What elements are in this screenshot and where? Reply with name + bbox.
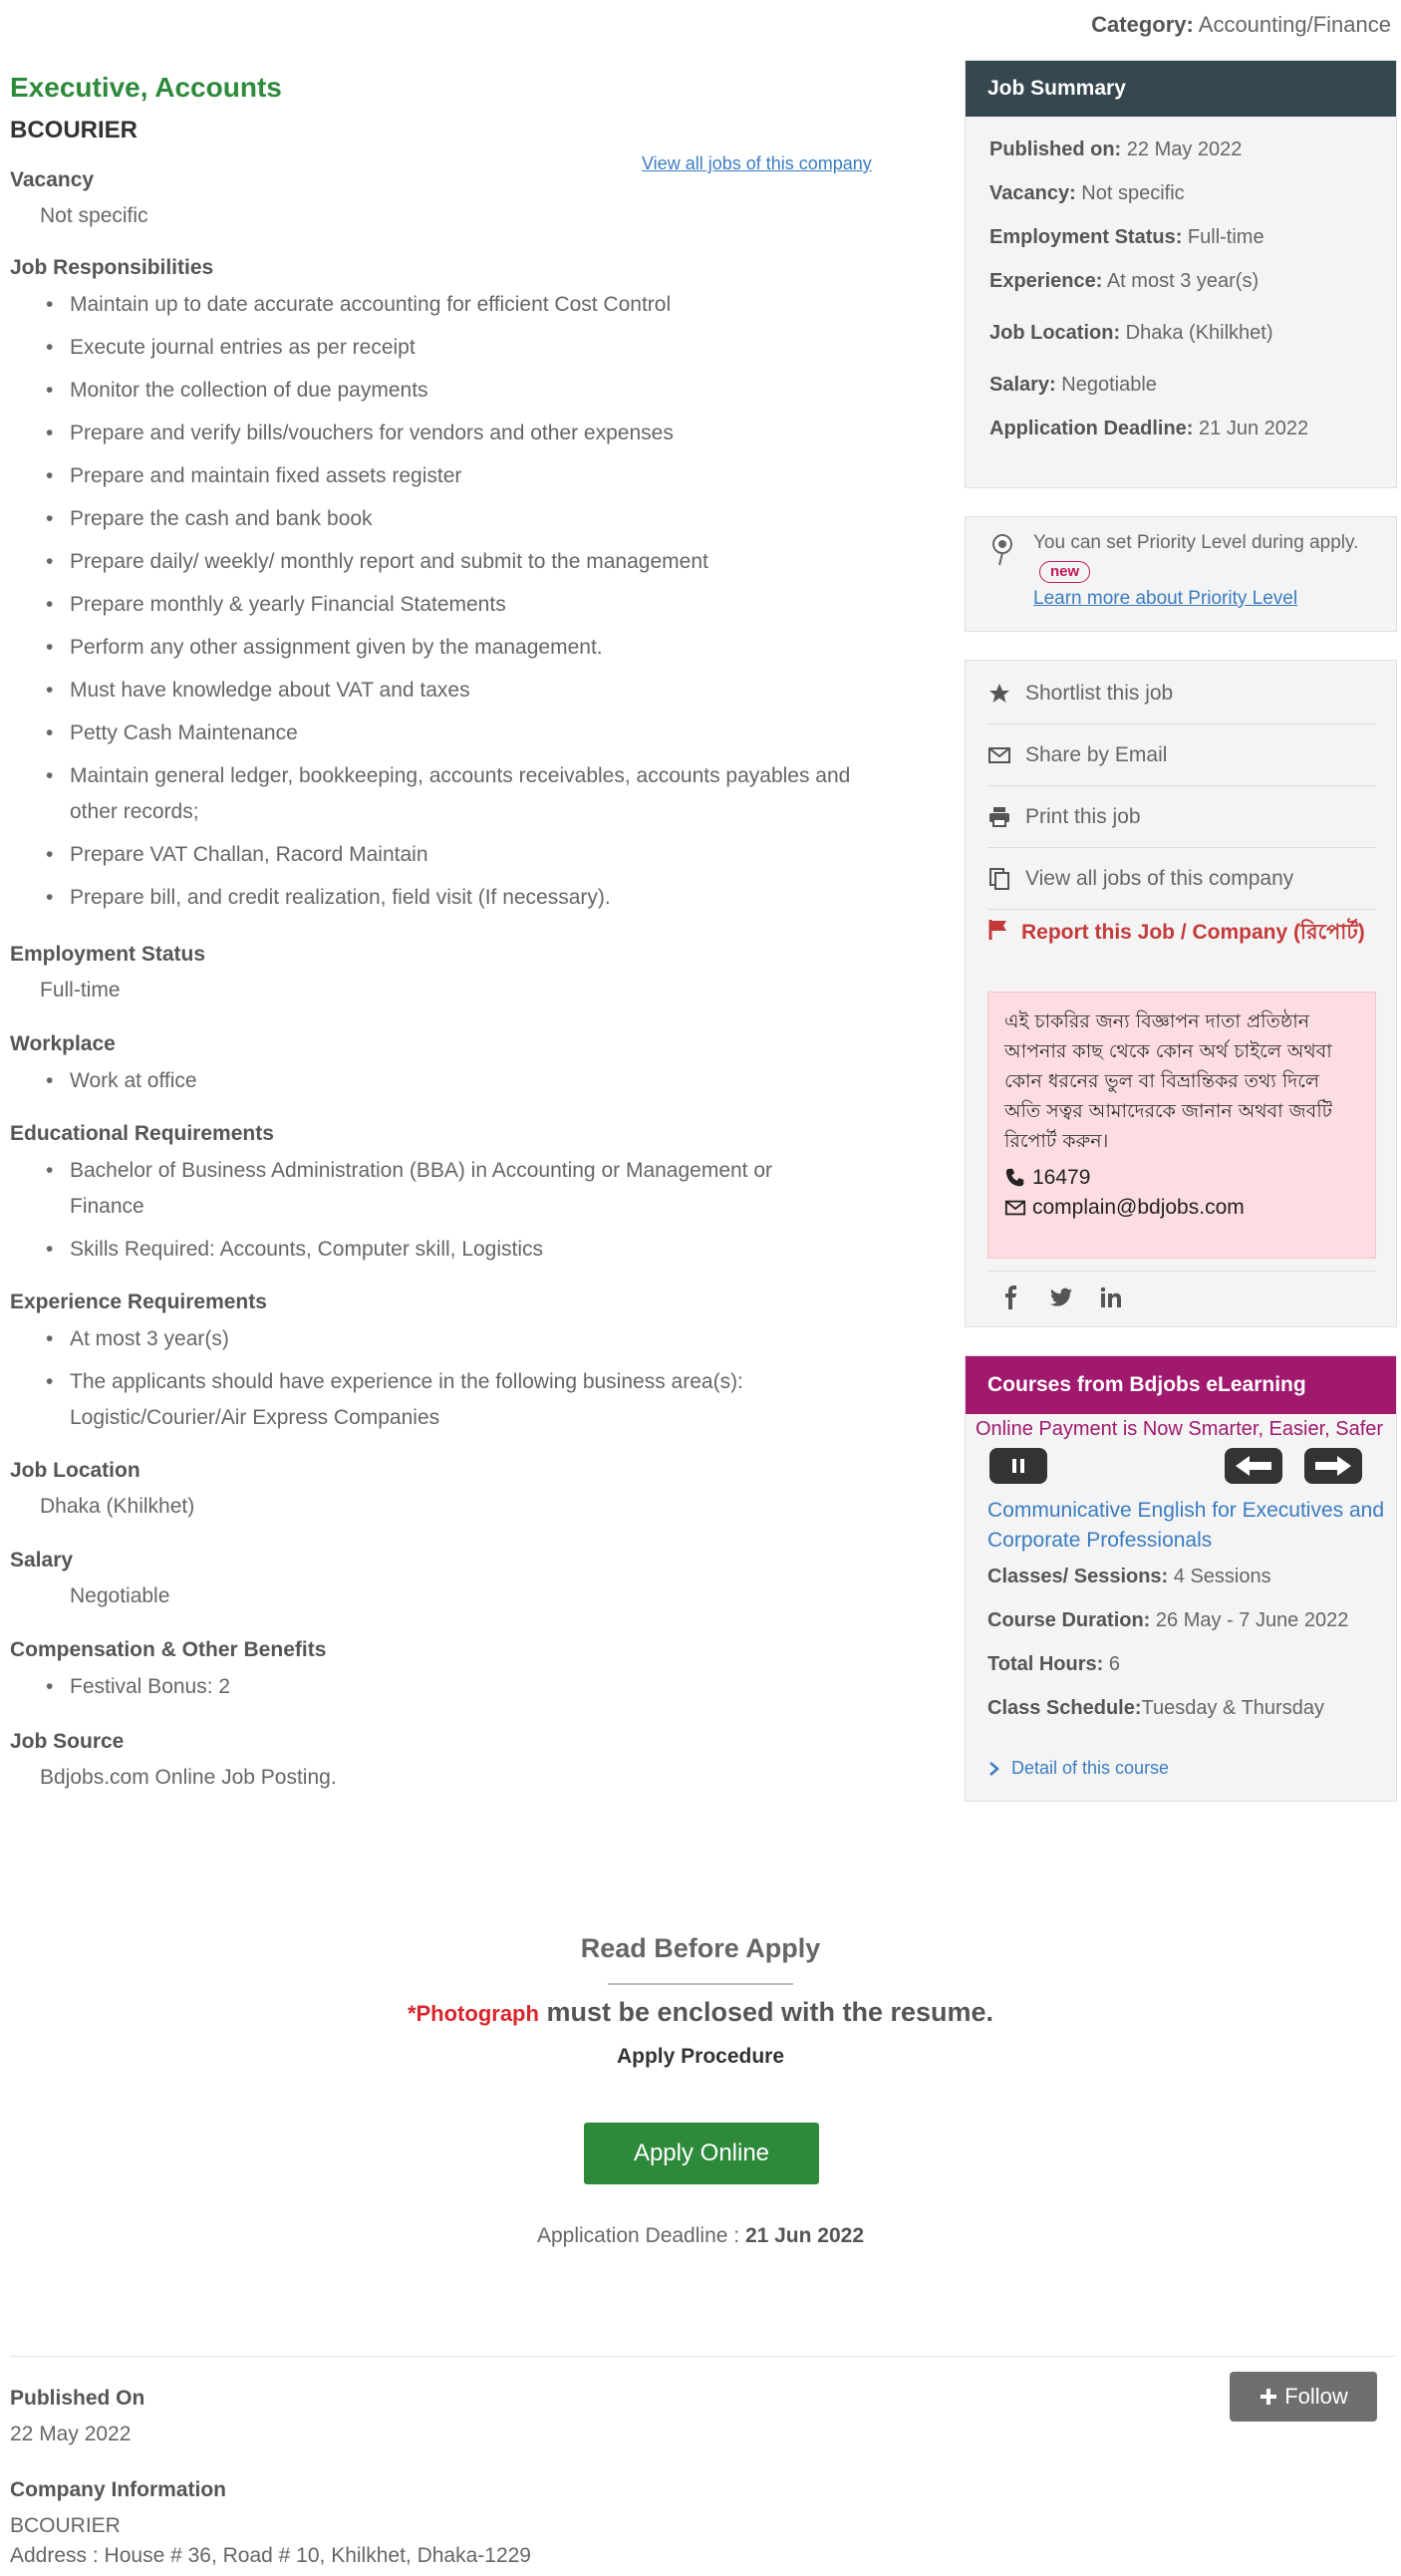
location-value: Dhaka (Khilkhet): [40, 1495, 195, 1518]
source-value: Bdjobs.com Online Job Posting.: [40, 1766, 337, 1789]
summary-row: [966, 182, 1209, 205]
company-info-section: [10, 2475, 531, 2571]
deadline-value: 21 Jun 2022: [744, 2224, 865, 2247]
source-section: [10, 1727, 897, 1793]
workplace-list: [10, 1063, 897, 1099]
application-deadline: [0, 2224, 1401, 2248]
company-info-name: BCOURIER: [10, 2514, 121, 2537]
published-section: [10, 2384, 144, 2449]
list-item: • Festival Bonus: 2: [40, 1669, 897, 1705]
list-item: • Petty Cash Maintenance: [40, 716, 897, 751]
experience-section: [10, 1288, 897, 1436]
summary-value: 21 Jun 2022: [1199, 418, 1309, 439]
priority-pin-icon: [989, 533, 1015, 567]
course-label: Classes/ Sessions:: [987, 1566, 1169, 1587]
complain-email: complain@bdjobs.com: [1032, 1196, 1245, 1219]
summary-label: Application Deadline:: [989, 418, 1194, 439]
summary-value: Dhaka (Khilkhet): [1125, 322, 1273, 344]
source-heading: Job Source: [10, 1730, 125, 1753]
shortlist-button[interactable]: [987, 663, 1376, 724]
list-item: • Maintain general ledger, bookkeeping, accounts receivables, accounts payables and other records;: [40, 758, 897, 830]
priority-text: You can set Priority Level during apply.: [1033, 532, 1359, 553]
summary-label: Published on:: [989, 139, 1122, 160]
company-address: Address : House # 36, Road # 10, Khilkhet, Dhaka-1229: [10, 2544, 531, 2567]
job-title: Executive, Accounts: [10, 72, 282, 103]
list-item: • Bachelor of Business Administration (BBA) in Accounting or Management or Finance: [40, 1153, 837, 1225]
printer-icon: [987, 805, 1011, 829]
facebook-icon[interactable]: [999, 1286, 1023, 1309]
divider: [608, 1983, 793, 1985]
phone-contact: [1004, 1166, 1359, 1190]
plus-icon: [1259, 2387, 1278, 2407]
priority-level-box: [965, 516, 1397, 632]
education-list: [10, 1153, 897, 1268]
list-item: • Prepare and maintain fixed assets register: [40, 458, 897, 494]
job-summary-box: [965, 60, 1397, 488]
twitter-icon[interactable]: [1049, 1286, 1073, 1309]
prev-course-button[interactable]: [1225, 1448, 1282, 1484]
report-job-link[interactable]: [987, 918, 1366, 948]
list-item: • Work at office: [40, 1063, 897, 1099]
summary-value: Not specific: [1081, 182, 1185, 204]
list-item: • Prepare daily/ weekly/ monthly report and submit to the management: [40, 544, 897, 580]
share-email-label: Share by Email: [1025, 742, 1168, 766]
pause-button[interactable]: [989, 1448, 1047, 1484]
list-item: • Prepare VAT Challan, Racord Maintain: [40, 837, 897, 873]
phone-number: 16479: [1032, 1166, 1091, 1189]
new-badge: new: [1039, 561, 1090, 583]
deadline-label: Application Deadline :: [536, 2224, 745, 2247]
photograph-notice: [0, 1997, 1401, 2028]
pause-icon: [1008, 1456, 1028, 1476]
summary-row: [966, 139, 1265, 161]
course-label: Course Duration:: [987, 1609, 1151, 1631]
read-before-apply-heading: Read Before Apply: [580, 1933, 821, 1963]
vacancy-value: Not specific: [40, 204, 148, 227]
course-value: 4 Sessions: [1168, 1566, 1271, 1587]
fraud-warning-box: [987, 992, 1376, 1259]
category-label: Category:: [1091, 12, 1194, 37]
experience-list: [10, 1321, 897, 1436]
salary-value: Negotiable: [70, 1584, 170, 1607]
responsibilities-heading: Job Responsibilities: [10, 256, 214, 279]
course-detail-label: Detail of this course: [1011, 1758, 1170, 1778]
company-info-heading: Company Information: [10, 2478, 227, 2501]
responsibilities-section: [10, 253, 897, 916]
print-button[interactable]: [987, 786, 1376, 848]
print-label: Print this job: [1025, 804, 1141, 828]
list-item: • Prepare the cash and bank book: [40, 501, 897, 537]
list-item: • Maintain up to date accurate accounting for efficient Cost Control: [40, 287, 897, 323]
course-row: [987, 1697, 1324, 1720]
summary-row: [966, 374, 1181, 397]
arrow-left-icon: [1234, 1454, 1273, 1478]
apply-online-button[interactable]: Apply Online: [584, 2123, 819, 2184]
summary-label: Employment Status:: [989, 226, 1183, 248]
course-value: 6: [1103, 1653, 1120, 1675]
workplace-heading: Workplace: [10, 1032, 116, 1055]
payment-marquee: Online Payment is Now Smarter, Easier, Safer: [976, 1418, 1384, 1440]
education-section: [10, 1119, 897, 1268]
summary-row: [966, 226, 1288, 249]
social-share-bar: [987, 1271, 1376, 1309]
list-item: • Must have knowledge about VAT and taxes: [40, 673, 897, 709]
star-icon: [987, 682, 1011, 706]
salary-heading: Salary: [10, 1549, 74, 1572]
benefits-heading: Compensation & Other Benefits: [10, 1638, 327, 1661]
copy-icon: [987, 867, 1011, 891]
view-all-jobs-button[interactable]: [987, 848, 1376, 910]
list-item: • Execute journal entries as per receipt: [40, 330, 897, 366]
flag-icon: [987, 918, 1009, 942]
courses-heading: Courses from Bdjobs eLearning: [966, 1356, 1396, 1414]
priority-text-block: [1033, 529, 1372, 613]
summary-label: Salary:: [989, 374, 1056, 396]
list-item: • Skills Required: Accounts, Computer skill, Logistics: [40, 1232, 897, 1268]
published-value: 22 May 2022: [10, 2423, 132, 2445]
view-all-jobs-link[interactable]: View all jobs of this company: [642, 153, 872, 173]
workplace-section: [10, 1029, 897, 1099]
course-row: [987, 1566, 1271, 1588]
location-heading: Job Location: [10, 1459, 140, 1482]
employment-status-section: [10, 940, 897, 1005]
list-item: • Prepare monthly & yearly Financial Statements: [40, 587, 897, 623]
responsibilities-list: [10, 287, 897, 916]
fraud-warning-text: এই চাকরির জন্য বিজ্ঞাপন দাতা প্রতিষ্ঠান আপনার কাছ থেকে কোন অর্থ চাইলে অথবা কোন ধরনের ভুল বা বিভ্রান্তিকর তথ্য দিলে অতি সত্বর আমাদেরকে জানান অথবা জবটি রিপোর্ট করুন।: [1004, 1010, 1332, 1152]
list-item: • Prepare and verify bills/vouchers for vendors and other expenses: [40, 416, 897, 451]
summary-value: At most 3 year(s): [1106, 270, 1260, 292]
course-value: Tuesday & Thursday: [1141, 1697, 1324, 1719]
vacancy-heading: Vacancy: [10, 168, 95, 191]
job-actions-box: [965, 660, 1397, 1327]
course-detail-link[interactable]: [987, 1758, 1169, 1779]
course-value: 26 May - 7 June 2022: [1150, 1609, 1349, 1631]
course-label: Class Schedule:: [987, 1697, 1142, 1719]
shortlist-label: Shortlist this job: [1025, 681, 1174, 705]
published-heading: Published On: [10, 2387, 145, 2410]
footer-divider: [10, 2356, 1397, 2357]
education-heading: Educational Requirements: [10, 1122, 274, 1145]
summary-label: Job Location:: [989, 322, 1121, 344]
envelope-icon: [1004, 1197, 1026, 1219]
next-course-button[interactable]: [1304, 1448, 1362, 1484]
arrow-right-icon: [1313, 1454, 1353, 1478]
summary-label: Vacancy:: [989, 182, 1076, 204]
report-label: Report this Job / Company (রিপোর্ট): [1021, 921, 1365, 944]
photograph-notice-text: must be enclosed with the resume.: [538, 1997, 994, 2027]
benefits-list: [10, 1669, 897, 1705]
course-title-link[interactable]: Communicative English for Executives and Corporate Professionals: [987, 1499, 1385, 1552]
experience-heading: Experience Requirements: [10, 1290, 267, 1313]
priority-learn-more-link[interactable]: Learn more about Priority Level: [1033, 588, 1298, 609]
chevron-right-icon: [987, 1761, 1001, 1777]
follow-button[interactable]: [1230, 2372, 1377, 2422]
benefits-section: [10, 1635, 897, 1705]
apply-procedure-heading: Apply Procedure: [616, 2045, 785, 2068]
photograph-required: *Photograph: [407, 2001, 539, 2026]
list-item: • The applicants should have experience in the following business area(s): Logistic/Courier/Air Express Companies: [40, 1364, 837, 1436]
summary-row: [966, 270, 1282, 293]
list-item: • Perform any other assignment given by the management.: [40, 630, 897, 666]
view-all-jobs-label: View all jobs of this company: [1025, 866, 1294, 890]
course-row: [987, 1653, 1120, 1676]
envelope-icon: [987, 743, 1011, 767]
job-summary-heading: Job Summary: [966, 61, 1396, 117]
phone-icon: [1004, 1167, 1026, 1189]
share-email-button[interactable]: [987, 724, 1376, 786]
category-line: [1091, 12, 1391, 38]
summary-row: [966, 322, 1297, 345]
list-item: • Monitor the collection of due payments: [40, 373, 897, 409]
courses-box: [965, 1355, 1397, 1802]
salary-section: [10, 1546, 897, 1611]
employment-status-heading: Employment Status: [10, 943, 206, 966]
follow-label: Follow: [1284, 2384, 1348, 2409]
vacancy-section: [10, 165, 897, 231]
summary-value: Negotiable: [1061, 374, 1157, 396]
summary-value: Full-time: [1187, 226, 1264, 248]
course-label: Total Hours:: [987, 1653, 1104, 1675]
job-details: [10, 68, 897, 1793]
employment-status-value: Full-time: [40, 979, 121, 1002]
course-row: [987, 1609, 1348, 1632]
location-section: [10, 1456, 897, 1522]
summary-value: 22 May 2022: [1126, 139, 1243, 160]
list-item: • At most 3 year(s): [40, 1321, 897, 1357]
email-contact: [1004, 1196, 1359, 1220]
summary-row: [966, 418, 1332, 440]
company-name: BCOURIER: [10, 117, 139, 143]
summary-label: Experience:: [989, 270, 1103, 292]
linkedin-icon[interactable]: [1099, 1286, 1123, 1309]
list-item: • Prepare bill, and credit realization, field visit (If necessary).: [40, 880, 897, 916]
category-value: Accounting/Finance: [1198, 12, 1391, 37]
